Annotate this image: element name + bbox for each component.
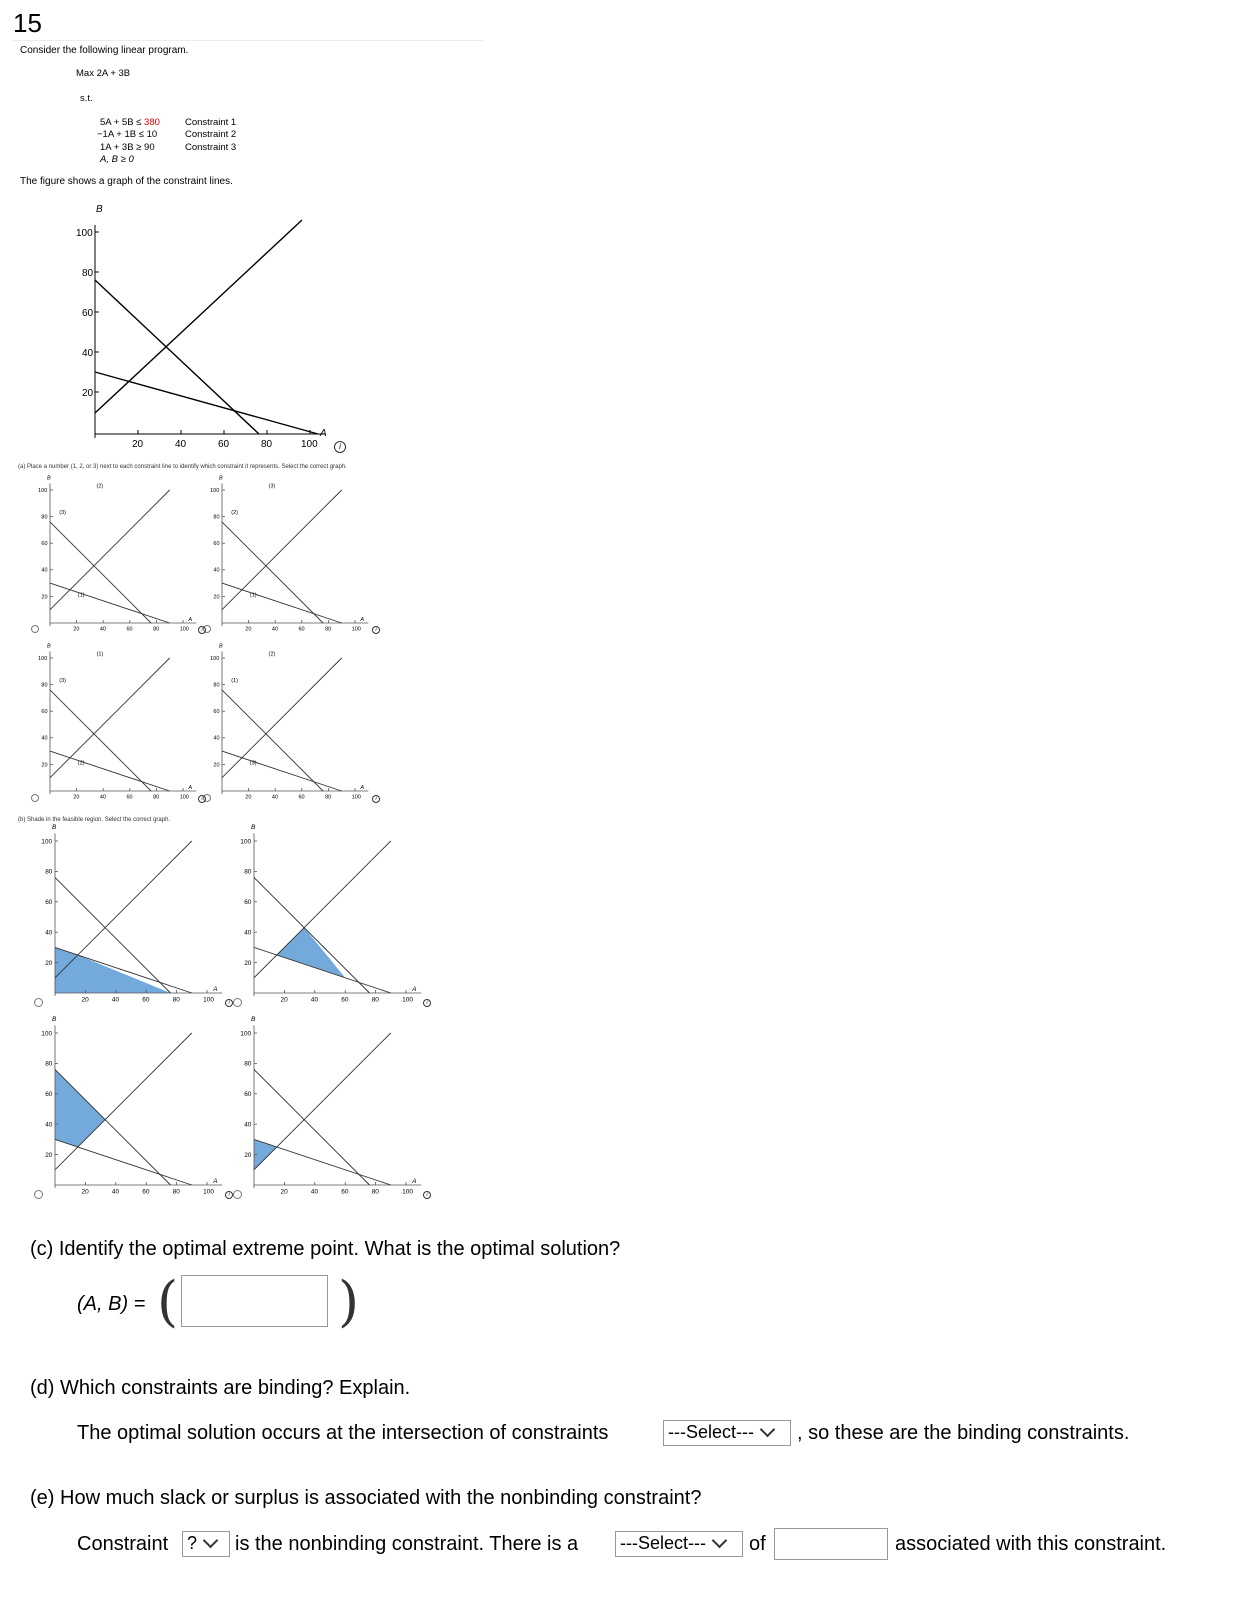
constraint-1-name: Constraint 1 xyxy=(185,117,237,128)
y-tick-label: 80 xyxy=(213,682,220,689)
y-tick-label: 80 xyxy=(244,1060,252,1068)
y-tick-label: 20 xyxy=(41,594,48,601)
y-tick-label: 20 xyxy=(213,594,220,601)
x-tick-label: 80 xyxy=(153,794,160,801)
info-icon[interactable]: i xyxy=(372,795,380,803)
y-tick-label: 20 xyxy=(45,1151,53,1159)
constraint-line-2 xyxy=(95,220,302,413)
x-tick-label: 20 xyxy=(245,626,252,633)
constraint-line-3 xyxy=(50,751,170,791)
x-tick-label: 80 xyxy=(172,1188,180,1196)
x-axis-label: A xyxy=(188,785,192,791)
x-tick-label: 60 xyxy=(142,996,150,1004)
y-axis-label: B xyxy=(219,643,223,650)
x-tick-label: 20 xyxy=(73,794,80,801)
line-label: (1) xyxy=(249,592,257,599)
chevron-down-icon xyxy=(203,1533,219,1549)
y-tick-label: 60 xyxy=(244,899,252,907)
part-d-prompt: (d) Which constraints are binding? Explain. xyxy=(30,1377,411,1399)
info-icon[interactable]: i xyxy=(225,999,233,1007)
part-a-graph-2 xyxy=(200,475,375,635)
y-axis-label: B xyxy=(251,823,256,831)
left-paren: ( xyxy=(157,1270,179,1333)
x-tick-label: 20 xyxy=(73,626,80,633)
x-tick-label: 60 xyxy=(218,439,230,450)
slack-surplus-select[interactable]: ---Select--- xyxy=(615,1531,743,1557)
constraint-line-1 xyxy=(50,690,151,791)
y-tick-label: 20 xyxy=(82,388,94,399)
part-b-graph-4 xyxy=(227,1015,427,1197)
y-tick-label: 100 xyxy=(41,1030,53,1038)
feasible-region xyxy=(254,1139,277,1169)
y-axis-label: B xyxy=(47,643,51,650)
constraint-2-name: Constraint 2 xyxy=(185,129,237,140)
y-tick-label: 60 xyxy=(244,1091,252,1099)
y-tick-label: 40 xyxy=(41,567,48,574)
x-tick-label: 60 xyxy=(126,626,133,633)
y-tick-label: 40 xyxy=(213,567,220,574)
nonnegativity: A, B ≥ 0 xyxy=(100,154,134,165)
x-tick-label: 80 xyxy=(261,439,273,450)
line-label: (3) xyxy=(249,760,257,767)
x-tick-label: 40 xyxy=(310,1188,319,1196)
part-e-text-2: is the nonbinding constraint. There is a xyxy=(235,1533,579,1555)
x-tick-label: 40 xyxy=(271,794,279,801)
constraint-1-rhs: 380 xyxy=(144,117,160,128)
constraint-line-2 xyxy=(50,658,170,778)
constraint-line-1 xyxy=(254,1069,370,1185)
y-tick-label: 80 xyxy=(82,268,94,279)
x-tick-label: 40 xyxy=(99,794,107,801)
y-tick-label: 100 xyxy=(38,655,48,662)
constraint-1-lhs: 5A + 5B ≤ 380 xyxy=(100,117,160,128)
y-tick-label: 40 xyxy=(244,929,252,937)
y-tick-label: 100 xyxy=(240,838,252,846)
info-icon[interactable]: i xyxy=(423,1191,431,1199)
part-a-prompt: (a) Place a number (1, 2, or 3) next to each constraint line to identify which constraint it represents. Select the correct graph. xyxy=(18,464,347,470)
y-tick-label: 40 xyxy=(41,735,48,742)
intro-text: Consider the following linear program. xyxy=(20,45,189,56)
part-d-text-before: The optimal solution occurs at the intersection of constraints xyxy=(77,1422,609,1444)
y-tick-label: 80 xyxy=(41,514,48,521)
y-tick-label: 40 xyxy=(213,735,220,742)
info-icon[interactable]: i xyxy=(198,626,206,634)
x-tick-label: 20 xyxy=(280,996,288,1004)
constraint-line-3 xyxy=(254,1139,391,1185)
feasible-region xyxy=(277,928,345,978)
x-tick-label: 60 xyxy=(341,1188,349,1196)
x-tick-label: 100 xyxy=(203,1188,214,1196)
x-tick-label: 20 xyxy=(245,794,252,801)
constraint-line-2 xyxy=(222,490,342,610)
constraint-line-3 xyxy=(222,583,342,623)
x-tick-label: 80 xyxy=(153,626,160,633)
part-d-text-after: , so these are the binding constraints. xyxy=(797,1422,1130,1444)
chevron-down-icon xyxy=(760,1422,776,1438)
x-tick-label: 40 xyxy=(111,1188,120,1196)
part-a-graph-4 xyxy=(200,643,375,803)
y-tick-label: 100 xyxy=(41,838,53,846)
constraint-line-2 xyxy=(50,490,170,610)
line-label: (2) xyxy=(268,651,276,658)
part-e-text-1: Constraint xyxy=(77,1533,169,1555)
constraint-3-lhs: 1A + 3B ≥ 90 xyxy=(100,142,155,153)
x-axis-label: A xyxy=(360,785,364,791)
x-tick-label: 60 xyxy=(298,626,305,633)
question-number: 15 xyxy=(13,8,42,38)
constraint-line-1 xyxy=(222,690,323,791)
y-axis-label: B xyxy=(47,475,51,482)
objective: Max 2A + 3B xyxy=(76,68,131,79)
y-tick-label: 20 xyxy=(244,959,252,967)
x-tick-label: 60 xyxy=(298,794,305,801)
line-label: (3) xyxy=(268,483,276,490)
x-tick-label: 100 xyxy=(351,626,361,633)
x-tick-label: 40 xyxy=(175,439,187,450)
y-tick-label: 60 xyxy=(45,1091,53,1099)
constraint-3-name: Constraint 3 xyxy=(185,142,237,153)
x-axis-label: A xyxy=(213,1178,218,1185)
y-tick-label: 40 xyxy=(82,348,94,359)
y-tick-label: 40 xyxy=(45,929,53,937)
x-axis-label: A xyxy=(412,986,417,993)
x-tick-label: 80 xyxy=(371,1188,379,1196)
part-a-graph-3 xyxy=(28,643,203,803)
part-b-prompt: (b) Shade in the feasible region. Select the correct graph. xyxy=(18,817,171,823)
constraint-2-lhs: −1A + 1B ≤ 10 xyxy=(97,129,158,140)
x-tick-label: 100 xyxy=(351,794,361,801)
y-axis-label: B xyxy=(52,823,57,831)
y-tick-label: 100 xyxy=(240,1030,252,1038)
x-axis-label: A xyxy=(360,617,364,623)
y-tick-label: 80 xyxy=(213,514,220,521)
right-paren: ) xyxy=(338,1270,360,1333)
part-c-prompt: (c) Identify the optimal extreme point. What is the optimal solution? xyxy=(30,1238,621,1260)
line-label: (1) xyxy=(96,651,104,658)
x-tick-label: 80 xyxy=(325,794,332,801)
y-tick-label: 80 xyxy=(244,868,252,876)
constraint-line-3 xyxy=(222,751,342,791)
info-icon[interactable]: i xyxy=(334,441,346,453)
y-tick-label: 60 xyxy=(213,541,220,548)
info-icon[interactable]: i xyxy=(372,626,380,634)
figure-caption: The figure shows a graph of the constraint lines. xyxy=(20,176,233,187)
y-axis-label: B xyxy=(96,204,103,215)
x-tick-label: 60 xyxy=(142,1188,150,1196)
info-icon[interactable]: i xyxy=(423,999,431,1007)
x-tick-label: 100 xyxy=(179,794,189,801)
part-a-graph-1 xyxy=(28,475,203,635)
y-ticks xyxy=(76,228,99,399)
constraint-line-3 xyxy=(55,1139,192,1185)
x-tick-label: 20 xyxy=(132,439,144,450)
x-tick-label: 20 xyxy=(280,1188,288,1196)
line-label: (1) xyxy=(231,677,239,684)
line-label: (2) xyxy=(231,509,239,516)
subject-to: s.t. xyxy=(80,93,93,104)
constraint-graph xyxy=(60,200,360,460)
part-b-graph-2 xyxy=(227,823,427,1005)
part-b-graph-3 xyxy=(28,1015,228,1197)
slack-amount-input[interactable] xyxy=(774,1528,888,1560)
x-tick-label: 40 xyxy=(271,626,279,633)
y-tick-label: 80 xyxy=(45,1060,53,1068)
constraint-line-3 xyxy=(95,372,318,434)
line-label: (2) xyxy=(77,760,85,767)
x-axis-label: A xyxy=(320,428,327,439)
y-axis-label: B xyxy=(52,1015,57,1023)
x-axis-label: A xyxy=(213,986,218,993)
line-label: (3) xyxy=(59,677,67,684)
y-axis-label: B xyxy=(251,1015,256,1023)
y-tick-label: 20 xyxy=(45,959,53,967)
divider xyxy=(13,40,483,41)
constraint-line-2 xyxy=(254,1033,391,1170)
feasible-region xyxy=(55,1069,105,1147)
y-tick-label: 100 xyxy=(76,228,93,239)
y-tick-label: 40 xyxy=(45,1121,53,1129)
x-tick-label: 100 xyxy=(402,1188,413,1196)
part-c-label: (A, B) = xyxy=(77,1293,146,1315)
y-tick-label: 60 xyxy=(41,709,48,716)
part-e-prompt: (e) How much slack or surplus is associated with the nonbinding constraint? xyxy=(30,1487,702,1509)
y-tick-label: 20 xyxy=(41,762,48,769)
constraint-line-2 xyxy=(222,658,342,778)
x-tick-label: 40 xyxy=(99,626,107,633)
x-tick-label: 60 xyxy=(126,794,133,801)
y-tick-label: 100 xyxy=(210,487,220,494)
constraint-line-2 xyxy=(55,841,192,978)
line-label: (2) xyxy=(96,483,104,490)
part-e-text-3: of xyxy=(749,1533,766,1555)
chevron-down-icon xyxy=(712,1533,728,1549)
x-tick-label: 100 xyxy=(301,439,318,450)
y-tick-label: 60 xyxy=(41,541,48,548)
part-b-graph-1 xyxy=(28,823,228,1005)
constraint-line-1 xyxy=(254,877,370,993)
binding-constraints-select[interactable]: ---Select--- xyxy=(663,1420,791,1446)
info-icon[interactable]: i xyxy=(198,795,206,803)
y-tick-label: 100 xyxy=(210,655,220,662)
x-tick-label: 80 xyxy=(371,996,379,1004)
optimal-solution-input[interactable] xyxy=(181,1275,328,1327)
y-tick-label: 80 xyxy=(41,682,48,689)
y-tick-label: 20 xyxy=(244,1151,252,1159)
constraint-line-1 xyxy=(50,522,151,623)
info-icon[interactable]: i xyxy=(225,1191,233,1199)
x-tick-label: 20 xyxy=(81,996,89,1004)
y-tick-label: 60 xyxy=(82,308,94,319)
x-tick-label: 40 xyxy=(310,996,319,1004)
x-tick-label: 40 xyxy=(111,996,120,1004)
x-tick-label: 60 xyxy=(341,996,349,1004)
constraint-line-3 xyxy=(50,583,170,623)
x-tick-label: 80 xyxy=(325,626,332,633)
y-tick-label: 60 xyxy=(45,899,53,907)
x-tick-label: 100 xyxy=(203,996,214,1004)
y-tick-label: 40 xyxy=(244,1121,252,1129)
x-axis-label: A xyxy=(188,617,192,623)
x-ticks xyxy=(132,430,318,450)
x-tick-label: 80 xyxy=(172,996,180,1004)
y-axis-label: B xyxy=(219,475,223,482)
y-tick-label: 20 xyxy=(213,762,220,769)
y-tick-label: 80 xyxy=(45,868,53,876)
nonbinding-constraint-select[interactable]: ? xyxy=(182,1531,230,1557)
part-e-text-4: associated with this constraint. xyxy=(895,1533,1167,1555)
x-tick-label: 100 xyxy=(402,996,413,1004)
y-tick-label: 60 xyxy=(213,709,220,716)
x-tick-label: 100 xyxy=(179,626,189,633)
constraint-line-1 xyxy=(222,522,323,623)
y-tick-label: 100 xyxy=(38,487,48,494)
x-tick-label: 20 xyxy=(81,1188,89,1196)
line-label: (3) xyxy=(59,509,67,516)
feasible-region xyxy=(55,947,171,993)
x-axis-label: A xyxy=(412,1178,417,1185)
line-label: (1) xyxy=(77,592,85,599)
